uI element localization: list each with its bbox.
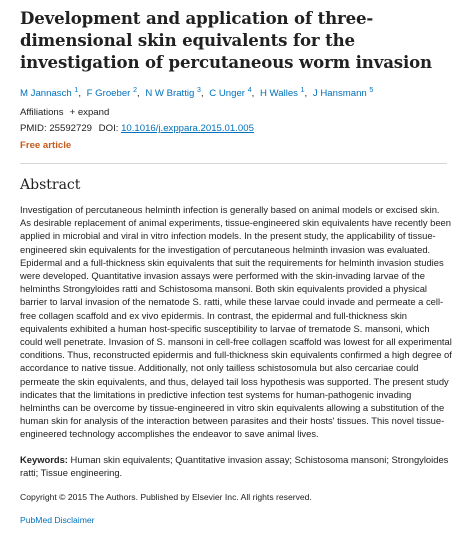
author-link[interactable] [260,88,305,99]
keywords [20,453,452,479]
free-article-badge: Free article [20,140,72,151]
affiliations-label: Affiliations [20,107,64,118]
affiliation-number[interactable]: 2 [133,86,137,94]
author-list [20,87,447,100]
author-link[interactable] [20,88,78,99]
identifiers-row [20,122,447,135]
expand-affiliations-button[interactable]: + expand [69,107,110,118]
author-separator: , [78,88,81,99]
author-separator: , [304,88,308,99]
author-link[interactable] [87,88,137,99]
author-link[interactable] [313,88,373,99]
author-name: M Jannasch [20,88,72,99]
author-name: C Unger [209,88,246,99]
section-divider [20,163,447,164]
author-name: N W Brattig [145,88,195,99]
author-name: H Walles [259,88,298,99]
pubmed-disclaimer-link[interactable]: PubMed Disclaimer [20,515,95,526]
pmid: PMID: 25592729 [20,123,92,134]
author-separator: , [136,88,140,99]
affiliation-number[interactable]: 4 [247,86,252,94]
keywords-text: Human skin equivalents; Quantitative invasion assay; Schistosoma mansoni; Strongyloides ratti; Tissue engineering. [20,453,449,478]
affiliations-row [20,106,447,119]
author-name: J Hansmann [312,88,367,99]
author-link[interactable] [145,88,201,99]
author-separator: , [251,88,255,99]
doi-label: DOI: [98,123,119,134]
abstract-text: Investigation of percutaneous helminth infection is generally based on animal models or excised skin. As desirable replacement of animal experiments, tissue-engineered skin equivalents have recently been applied in microbial and viral in vitro infection models. In the present study, the applicability of tissue-engineered skin equivalents for the investigation of percutaneous helminth invasion was evaluated. Epidermal and a full-thickness skin equivalents that suit the requirements for helminth invasion studies were developed. Quantitative invasion assays were performed with the skin-invading larvae of the helminths Strongyloides ratti and Schistosoma mansoni. Both skin equivalents provided a physical barrier to larval invasion of the nematode S. ratti, while these larvae could invade and permeate a cell-free collagen scaffold and ex vivo epidermis. In contrast, the epidermal and full-thickness skin equivalents exhibited a human host-specific susceptibility to larvae of trematode S. mansoni, which could well penetrate. Invasion of S. mansoni in cell-free collagen scaffold was lowest for all experimental conditions. Thus, reconstructed epidermis and full-thickness skin equivalents confirmed a high degree of accordance to native tissue. Additionally, not only tailless schistosomula but also cercariae could permeate the skin equivalents, and thus, delayed tail loss hypothesis was supported. The present study indicates that the limitations in predictive infection test systems for human-pathogenic invading helminths can be overcome by tissue-engineered in vitro skin equivalents allowing a substitution of the human skin for analysis of the interaction between parasites and their hosts' tissues. This novel tissue-engineered technology accomplishes the endeavor to save animal lives. [20,204,452,440]
author-link[interactable] [209,88,251,99]
affiliation-number[interactable]: 5 [369,86,374,94]
affiliation-number[interactable]: 1 [74,86,79,94]
affiliation-number[interactable]: 1 [300,86,305,94]
keywords-label: Keywords: [20,453,68,465]
affiliation-number[interactable]: 3 [197,86,201,94]
doi-link[interactable]: 10.1016/j.exppara.2015.01.005 [121,123,254,134]
article-title: Development and application of three-dimensional skin equivalents for the investigation of percutaneous worm invasion [20,8,432,72]
author-separator: , [200,88,204,99]
copyright-notice: Copyright © 2015 The Authors. Published by Elsevier Inc. All rights reserved. [20,492,312,503]
abstract-heading: Abstract [20,177,81,193]
author-name: F Groeber [86,88,131,99]
